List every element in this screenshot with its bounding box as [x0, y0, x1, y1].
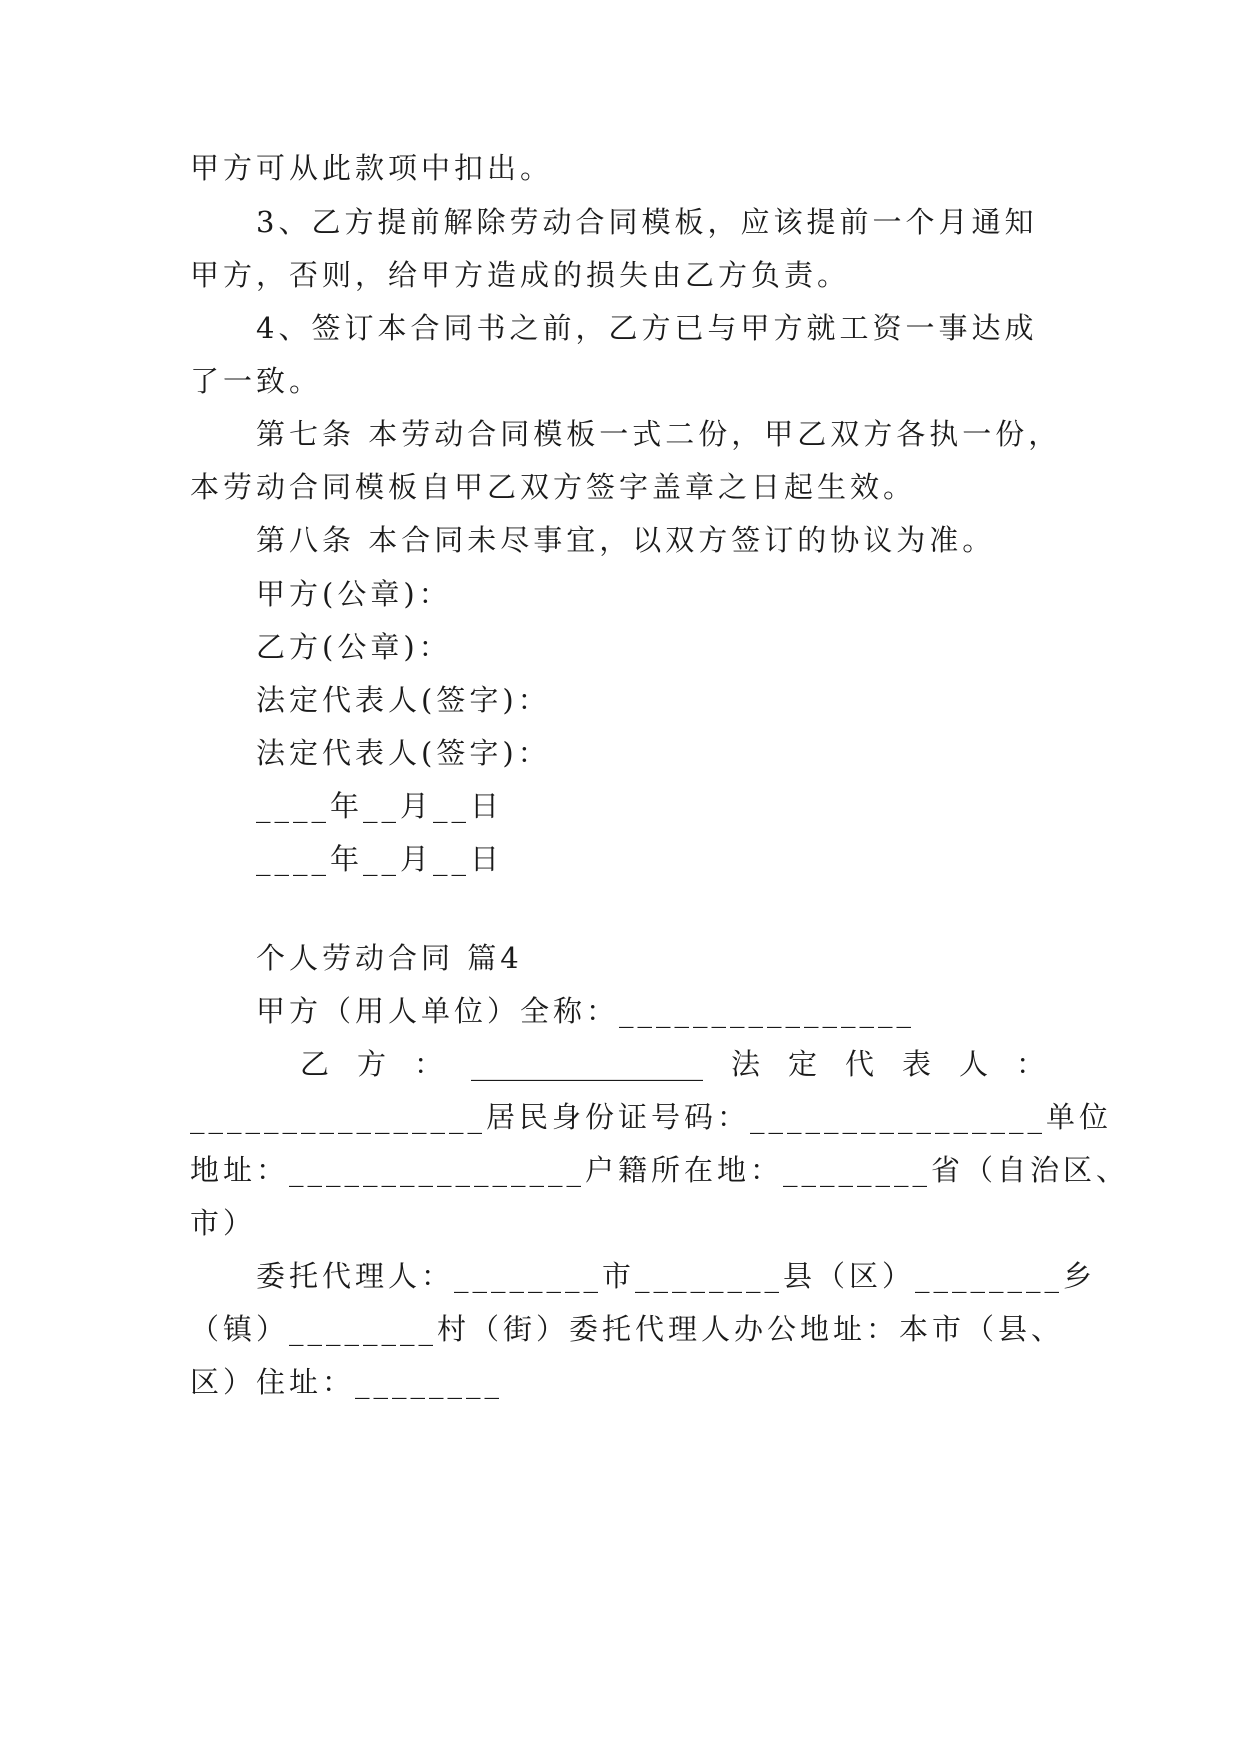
text-line: 4、签订本合同书之前，乙方已与甲方就工资一事达成 — [256, 311, 1038, 345]
legal-rep-signature: 法定代表人(签字)： — [256, 736, 551, 770]
party-b-line — [300, 1044, 1045, 1084]
text-line: 市） — [190, 1206, 257, 1240]
text-line: 甲方可从此款项中扣出。 — [190, 151, 554, 185]
section-title: 个人劳动合同 篇4 — [256, 941, 523, 975]
party-a-fullname: 甲方（用人单位）全称：________________ — [256, 994, 916, 1028]
id-number-line: ________________居民身份证号码：________________单位 — [190, 1100, 1113, 1134]
blank-field: ________________ — [471, 1047, 703, 1081]
text-fragment: 定 — [787, 1047, 817, 1081]
date-line: ____年__月__日 — [256, 789, 504, 823]
text-fragment: 代 — [844, 1047, 874, 1081]
text-fragment: ： — [414, 1047, 444, 1081]
text-fragment: 人 — [958, 1047, 988, 1081]
article-8: 第八条 本合同未尽事宜，以双方签订的协议为准。 — [256, 523, 996, 557]
text-fragment: 乙 — [300, 1047, 330, 1081]
party-b-seal: 乙方(公章)： — [256, 630, 452, 664]
address-line: 地址：________________户籍所在地：________省（自治区、 — [190, 1153, 1130, 1187]
text-fragment: 法 — [730, 1047, 760, 1081]
agent-address-line: （镇）________村（街）委托代理人办公地址：本市（县、 — [190, 1312, 1065, 1346]
text-line: 3、乙方提前解除劳动合同模板，应该提前一个月通知 — [256, 205, 1038, 239]
text-line: 了一致。 — [190, 364, 323, 398]
text-fragment: 方 — [357, 1047, 387, 1081]
date-line: ____年__月__日 — [256, 842, 504, 876]
text-fragment: ： — [1015, 1047, 1045, 1081]
legal-rep-signature: 法定代表人(签字)： — [256, 683, 551, 717]
text-line: 本劳动合同模板自甲乙双方签字盖章之日起生效。 — [190, 470, 917, 504]
article-7: 第七条 本劳动合同模板一式二份，甲乙双方各执一份， — [256, 417, 1062, 451]
residence-line: 区）住址：________ — [190, 1365, 504, 1399]
party-a-seal: 甲方(公章)： — [256, 577, 452, 611]
text-fragment: 表 — [901, 1047, 931, 1081]
text-line: 甲方，否则，给甲方造成的损失由乙方负责。 — [190, 258, 851, 292]
agent-line: 委托代理人：________市________县（区）________乡 — [256, 1259, 1097, 1293]
